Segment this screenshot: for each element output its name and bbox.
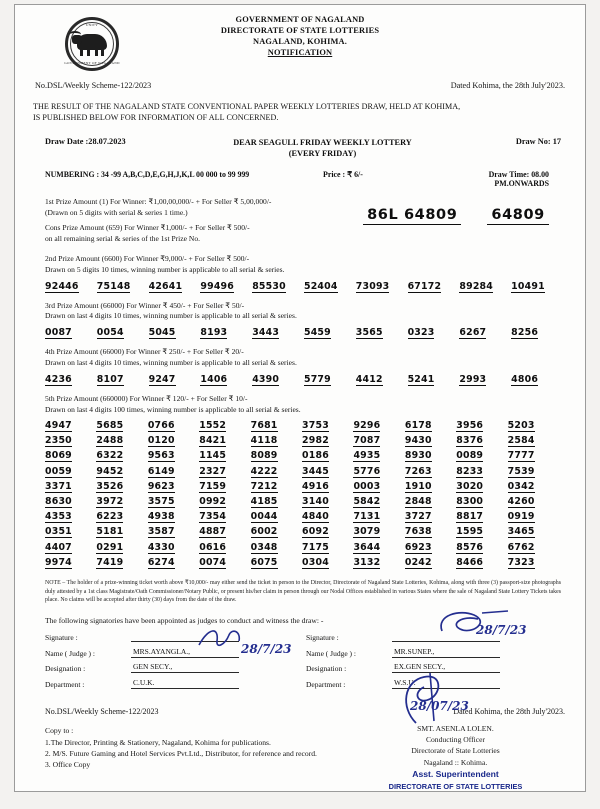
prize-number-cell: 9452 bbox=[96, 465, 124, 477]
fourth-prize-numbers bbox=[45, 374, 567, 385]
fifth-prize-row bbox=[45, 435, 563, 446]
prize-number-cell: 0616 bbox=[199, 541, 227, 553]
directorate-line: DIRECTORATE OF STATE LOTTERIES bbox=[220, 25, 380, 35]
intro-paragraph bbox=[33, 101, 567, 124]
prize-number-cell: 7777 bbox=[507, 450, 535, 462]
prize-number-cell: 4840 bbox=[302, 511, 329, 523]
prize-number-cell: 5842 bbox=[353, 495, 381, 507]
prize-number-cell: 8300 bbox=[456, 495, 484, 507]
prize-number-cell: 6267 bbox=[459, 327, 487, 339]
prize-number-cell: 0120 bbox=[147, 435, 175, 447]
prize-number-cell: 6092 bbox=[302, 526, 329, 538]
document-header bbox=[33, 11, 567, 73]
prize-number-cell: 0992 bbox=[199, 495, 227, 507]
signature-label: Signature : bbox=[45, 633, 78, 643]
first-prize-winning-number: 86L 64809 bbox=[363, 207, 461, 225]
judge-1-designation-row bbox=[45, 662, 306, 673]
copy-to-label: Copy to : bbox=[45, 726, 74, 736]
first-prize-line-1: 1st Prize Amount (1) For Winner: ₹1,00,00,000/- + For Seller ₹ 5,00,000/- bbox=[45, 197, 272, 207]
fifth-prize-row bbox=[45, 450, 563, 461]
fifth-prize-row bbox=[45, 420, 563, 431]
second-prize-line-2: Drawn on 5 digits 10 times, winning number is applicable to all serial & series. bbox=[45, 264, 285, 274]
note-paragraph: NOTE – The holder of a prize-winning ticket worth above ₹10,000/- may either send the ticket in person to the Director, Directorate of Nagaland State Lotteries, Kohima, along with three (3) passport-size photographs duly attested by a 1st class Magistrate/Oath Commissioner/Notary Public, or present his/her claim in person through our Nodal Offices established in various States where the sale of Nagaland State Lottery Tickets takes place. No claims will be accepted after thirty (30) days from the date of the draw. bbox=[45, 579, 561, 604]
fourth-prize-block bbox=[33, 347, 567, 385]
prize-number-cell: 4412 bbox=[355, 374, 383, 386]
officer-stamp-line-1: Asst. Superintendent bbox=[412, 769, 499, 780]
copy-item: 3. Office Copy bbox=[45, 760, 91, 770]
fifth-prize-block bbox=[33, 394, 567, 568]
prize-number-cell: 9247 bbox=[148, 374, 176, 386]
copy-item: 1.The Director, Printing & Stationery, Nagaland, Kohima for publications. bbox=[45, 737, 271, 747]
prize-number-cell: 3079 bbox=[353, 526, 381, 538]
second-prize-block bbox=[33, 254, 567, 292]
prize-number-cell: 8630 bbox=[45, 495, 72, 507]
prize-number-cell: 9974 bbox=[45, 556, 72, 568]
prize-number-cell: 99496 bbox=[200, 280, 235, 292]
lottery-subtitle: (EVERY FRIDAY) bbox=[288, 149, 357, 159]
prize-number-cell: 1552 bbox=[199, 420, 227, 432]
judge-2-signature-scribble bbox=[434, 609, 530, 649]
prize-number-cell: 3727 bbox=[404, 511, 432, 523]
prize-number-cell: 0342 bbox=[507, 480, 535, 492]
first-prize-numbers bbox=[345, 197, 567, 245]
designation-label: Designation : bbox=[45, 664, 86, 674]
draw-date: Draw Date :28.07.2023 bbox=[45, 136, 126, 146]
fifth-prize-row bbox=[45, 466, 563, 477]
cons-prize-line-2: on all remaining serial & series of the 1st Prize No. bbox=[45, 233, 200, 243]
prize-number-cell: 3526 bbox=[96, 480, 124, 492]
prize-number-cell: 6923 bbox=[404, 541, 432, 553]
prize-number-cell: 0766 bbox=[147, 420, 175, 432]
prize-number-cell: 0059 bbox=[45, 465, 72, 477]
prize-number-cell: 3443 bbox=[252, 327, 280, 339]
prize-number-cell: 67172 bbox=[407, 280, 442, 292]
department-label: Department : bbox=[45, 679, 85, 689]
prize-number-cell: 8256 bbox=[511, 327, 539, 339]
prize-number-cell: 8466 bbox=[456, 556, 484, 568]
judge-2-designation-value: EX.GEN SECY., bbox=[392, 662, 500, 673]
prize-number-cell: 4916 bbox=[302, 480, 329, 492]
notification-sheet bbox=[14, 4, 586, 792]
prize-number-cell: 52404 bbox=[303, 280, 338, 292]
prize-number-cell: 89284 bbox=[459, 280, 493, 292]
prize-number-cell: 8930 bbox=[404, 450, 432, 462]
prize-number-cell: 7419 bbox=[96, 556, 124, 568]
draw-info-row bbox=[33, 137, 567, 159]
prize-number-cell: 2350 bbox=[45, 435, 72, 447]
prize-number-cell: 6178 bbox=[404, 420, 432, 432]
prize-number-cell: 8193 bbox=[200, 327, 228, 339]
name-label: Name ( Judge ) : bbox=[45, 648, 95, 658]
prize-number-cell: 3956 bbox=[456, 420, 484, 432]
prize-number-cell: 4260 bbox=[507, 495, 535, 507]
judge-1-hand-date: 28/7/23 bbox=[241, 642, 292, 657]
prize-number-cell: 9563 bbox=[147, 450, 175, 462]
prize-number-cell: 6762 bbox=[507, 541, 535, 553]
fifth-prize-row bbox=[45, 481, 563, 492]
draw-time: Draw Time: 08.00 PM.ONWARDS bbox=[488, 170, 549, 189]
prize-number-cell: 7159 bbox=[199, 480, 227, 492]
officer-dept: Directorate of State Lotteries bbox=[411, 746, 500, 756]
fifth-prize-row bbox=[45, 542, 563, 553]
signatories-intro: The following signatories have been appointed as judges to conduct and witness the draw: - bbox=[45, 616, 324, 626]
prize-number-cell: 6075 bbox=[250, 556, 278, 568]
prize-number-cell: 10491 bbox=[511, 280, 545, 292]
prize-number-cell: 75148 bbox=[96, 280, 131, 292]
prize-number-cell: 6149 bbox=[147, 465, 175, 477]
name-label-2: Name ( Judge ) : bbox=[306, 648, 356, 658]
officer-name: SMT. ASENLA LOLEN. bbox=[417, 723, 494, 733]
prize-number-cell: 7539 bbox=[507, 465, 535, 477]
third-prize-line-2: Drawn on last 4 digits 10 times, winning number is applicable to all serial & series. bbox=[45, 311, 297, 321]
prize-number-cell: 0089 bbox=[456, 450, 484, 462]
lottery-title-block bbox=[183, 137, 462, 159]
judge-1-department-row bbox=[45, 678, 306, 689]
prize-number-cell: 5685 bbox=[96, 420, 124, 432]
prize-number-cell: 0919 bbox=[507, 511, 535, 523]
ticket-price: Price : ₹ 6/- bbox=[323, 170, 363, 180]
prize-number-cell: 4806 bbox=[511, 374, 539, 386]
prize-number-cell: 0291 bbox=[96, 541, 124, 553]
prize-number-cell: 0087 bbox=[45, 327, 72, 339]
prize-number-cell: 5241 bbox=[407, 374, 435, 386]
judge-1-designation-value: GEN SECY., bbox=[131, 662, 239, 673]
prize-number-cell: 4947 bbox=[45, 420, 72, 432]
prize-number-cell: 6223 bbox=[96, 511, 124, 523]
reference-date: Dated Kohima, the 28th July'2023. bbox=[450, 81, 565, 90]
prize-number-cell: 3140 bbox=[302, 495, 329, 507]
prize-number-cell: 4887 bbox=[199, 526, 227, 538]
prize-number-cell: 92446 bbox=[45, 280, 79, 292]
prize-number-cell: 6274 bbox=[147, 556, 175, 568]
judge-2-department-value: W.S.U. bbox=[392, 678, 500, 689]
third-prize-numbers bbox=[45, 327, 567, 338]
judge-2-name-value: MR.SUNEP., bbox=[392, 647, 500, 658]
numbering-row bbox=[33, 170, 567, 188]
emblem-top-text: UNITY bbox=[85, 23, 99, 27]
reference-number: No.DSL/Weekly Scheme-122/2023 bbox=[35, 81, 152, 90]
prize-number-cell: 3445 bbox=[302, 465, 329, 477]
intro-line-1: THE RESULT OF THE NAGALAND STATE CONVENTIONAL PAPER WEEKLY LOTTERIES DRAW, HELD AT KOHIMA, bbox=[33, 102, 461, 111]
prize-number-cell: 4330 bbox=[147, 541, 175, 553]
prize-number-cell: 5181 bbox=[96, 526, 124, 538]
prize-number-cell: 85530 bbox=[252, 280, 286, 292]
prize-number-cell: 7323 bbox=[507, 556, 535, 568]
prize-number-cell: 2982 bbox=[302, 435, 329, 447]
officer-hand-date: 28/07/23 bbox=[410, 698, 469, 713]
second-prize-numbers bbox=[45, 281, 567, 292]
prize-number-cell: 7131 bbox=[353, 511, 381, 523]
mithun-bull-icon bbox=[77, 34, 107, 50]
prize-number-cell: 3020 bbox=[456, 480, 484, 492]
prize-number-cell: 7681 bbox=[250, 420, 278, 432]
prize-number-cell: 0054 bbox=[96, 327, 124, 339]
officer-signature-scribble bbox=[390, 671, 510, 729]
prize-number-cell: 3565 bbox=[355, 327, 383, 339]
prize-number-cell: 1145 bbox=[199, 450, 227, 462]
fifth-prize-row bbox=[45, 511, 563, 522]
nagaland-state-emblem-icon bbox=[61, 15, 123, 73]
second-prize-line-1: 2nd Prize Amount (6600) For Winner ₹9,000/- + For Seller ₹ 500/- bbox=[45, 253, 250, 263]
first-prize-block bbox=[33, 197, 567, 245]
prize-number-cell: 3753 bbox=[302, 420, 329, 432]
prize-number-cell: 4353 bbox=[45, 511, 72, 523]
prize-number-cell: 7212 bbox=[250, 480, 278, 492]
prize-number-cell: 8089 bbox=[250, 450, 278, 462]
prize-number-cell: 1406 bbox=[200, 374, 228, 386]
judge-1-name-row bbox=[45, 647, 306, 658]
prize-number-cell: 0348 bbox=[250, 541, 278, 553]
prize-number-cell: 3132 bbox=[353, 556, 381, 568]
judge-1-column bbox=[45, 633, 306, 693]
prize-number-cell: 2488 bbox=[96, 435, 124, 447]
fifth-prize-row bbox=[45, 496, 563, 507]
prize-number-cell: 7175 bbox=[302, 541, 329, 553]
judge-1-name-value: MRS.AYANGLA., bbox=[131, 647, 239, 658]
govt-line: GOVERNMENT OF NAGALAND bbox=[235, 15, 365, 24]
prize-number-cell: 7354 bbox=[199, 511, 227, 523]
prize-number-cell: 0044 bbox=[250, 511, 278, 523]
prize-number-cell: 9430 bbox=[404, 435, 432, 447]
prize-number-cell: 4185 bbox=[250, 495, 278, 507]
judge-1-signature-row bbox=[45, 633, 306, 642]
first-prize-line-2: (Drawn on 5 digits with serial & series 1 time.) bbox=[45, 208, 188, 218]
prize-number-cell: 0003 bbox=[353, 480, 381, 492]
prize-number-cell: 0074 bbox=[199, 556, 227, 568]
prize-number-cell: 7263 bbox=[404, 465, 432, 477]
prize-number-cell: 4935 bbox=[353, 450, 381, 462]
fifth-prize-line-2: Drawn on last 4 digits 100 times, winning number is applicable to all serial & series. bbox=[45, 404, 301, 414]
prize-number-cell: 3587 bbox=[147, 526, 175, 538]
prize-number-cell: 3465 bbox=[507, 526, 535, 538]
prize-number-cell: 1910 bbox=[404, 480, 432, 492]
judge-1-department-value: C.U.K. bbox=[131, 678, 239, 689]
reference-row bbox=[33, 81, 567, 90]
location-line: NAGALAND, KOHIMA. bbox=[253, 36, 347, 46]
fifth-prize-row bbox=[45, 526, 563, 537]
signature-label-2: Signature : bbox=[306, 633, 339, 643]
prize-number-cell: 7087 bbox=[353, 435, 381, 447]
prize-number-cell: 0186 bbox=[302, 450, 329, 462]
prize-number-cell: 3371 bbox=[45, 480, 72, 492]
fourth-prize-line-1: 4th Prize Amount (66000) For Winner ₹ 250/- + For Seller ₹ 20/- bbox=[45, 347, 244, 357]
prize-number-cell: 8576 bbox=[456, 541, 484, 553]
judge-1-signature-scribble bbox=[195, 625, 265, 651]
prize-number-cell: 1595 bbox=[456, 526, 484, 538]
third-prize-block bbox=[33, 301, 567, 339]
prize-number-cell: 0351 bbox=[45, 526, 72, 538]
prize-number-cell: 9296 bbox=[353, 420, 381, 432]
officer-place: Nagaland :: Kohima. bbox=[423, 757, 488, 767]
footer-reference-number: No.DSL/Weekly Scheme-122/2023 bbox=[45, 707, 159, 717]
prize-number-cell: 3644 bbox=[353, 541, 381, 553]
prize-number-cell: 6002 bbox=[250, 526, 278, 538]
prize-number-cell: 2993 bbox=[459, 374, 487, 386]
first-prize-text bbox=[45, 197, 345, 245]
designation-label-2: Designation : bbox=[306, 664, 347, 674]
prize-number-cell: 5459 bbox=[303, 327, 331, 339]
officer-stamp-line-2: DIRECTORATE OF STATE LOTTERIES bbox=[388, 782, 523, 791]
prize-number-cell: 8233 bbox=[456, 465, 484, 477]
prize-number-cell: 8107 bbox=[96, 374, 124, 386]
third-prize-line-1: 3rd Prize Amount (66000) For Winner ₹ 450/- + For Seller ₹ 50/- bbox=[45, 300, 245, 310]
consolation-prize-number: 64809 bbox=[487, 207, 548, 225]
prize-number-cell: 0304 bbox=[302, 556, 329, 568]
numbering-text: NUMBERING : 34 -99 A,B,C,D,E,G,H,J,K,L 00 000 to 99 999 bbox=[45, 170, 250, 180]
prize-number-cell: 3972 bbox=[96, 495, 124, 507]
prize-number-cell: 4236 bbox=[45, 374, 72, 386]
prize-number-cell: 6322 bbox=[96, 450, 124, 462]
prize-number-cell: 4390 bbox=[252, 374, 280, 386]
officer-title: Conducting Officer bbox=[425, 734, 486, 744]
judge-2-hand-date: 28/7/23 bbox=[476, 623, 527, 638]
prize-number-cell: 8421 bbox=[199, 435, 227, 447]
prize-number-cell: 5776 bbox=[353, 465, 381, 477]
cons-prize-line-1: Cons Prize Amount (659) For Winner ₹1,000/- + For Seller ₹ 500/- bbox=[45, 223, 250, 233]
fifth-prize-line-1: 5th Prize Amount (660000) For Winner ₹ 120/- + For Seller ₹ 10/- bbox=[45, 394, 248, 404]
prize-number-cell: 3575 bbox=[147, 495, 175, 507]
prize-number-cell: 4222 bbox=[250, 465, 278, 477]
prize-number-cell: 2327 bbox=[199, 465, 227, 477]
lottery-title: DEAR SEAGULL FRIDAY WEEKLY LOTTERY bbox=[233, 137, 412, 147]
prize-number-cell: 8817 bbox=[456, 511, 484, 523]
prize-number-cell: 73093 bbox=[355, 280, 390, 292]
intro-line-2: IS PUBLISHED BELOW FOR INFORMATION OF ALL CONCERNED. bbox=[33, 113, 279, 123]
footer-dated: Dated Kohima, the 28th July'2023. bbox=[453, 707, 565, 717]
emblem-bottom-text: GOVERNMENT OF NAGALAND bbox=[64, 61, 120, 65]
prize-number-cell: 5045 bbox=[148, 327, 176, 339]
prize-number-cell: 4407 bbox=[45, 541, 72, 553]
prize-number-cell: 8069 bbox=[45, 450, 72, 462]
prize-number-cell: 4118 bbox=[250, 435, 278, 447]
prize-number-cell: 2848 bbox=[404, 495, 432, 507]
prize-number-cell: 9623 bbox=[147, 480, 175, 492]
prize-number-cell: 4938 bbox=[147, 511, 175, 523]
prize-number-cell: 8376 bbox=[456, 435, 484, 447]
prize-number-cell: 5203 bbox=[507, 420, 535, 432]
fourth-prize-line-2: Drawn on last 4 digits 10 times, winning number is applicable to all serial & series. bbox=[45, 358, 297, 368]
prize-number-cell: 7638 bbox=[404, 526, 432, 538]
prize-number-cell: 0323 bbox=[407, 327, 435, 339]
prize-number-cell: 0242 bbox=[404, 556, 432, 568]
fifth-prize-number-grid bbox=[45, 420, 567, 568]
prize-number-cell: 5779 bbox=[303, 374, 331, 386]
copy-item: 2. M/S. Future Gaming and Hotel Services Pvt.Ltd., Distributor, for reference and record. bbox=[45, 749, 317, 759]
draw-number: Draw No: 17 bbox=[515, 136, 561, 146]
notification-label: NOTIFICATION bbox=[267, 48, 333, 58]
department-label-2: Department : bbox=[306, 679, 346, 689]
fifth-prize-row bbox=[45, 557, 563, 568]
prize-number-cell: 42641 bbox=[148, 280, 183, 292]
prize-number-cell: 2584 bbox=[507, 435, 535, 447]
